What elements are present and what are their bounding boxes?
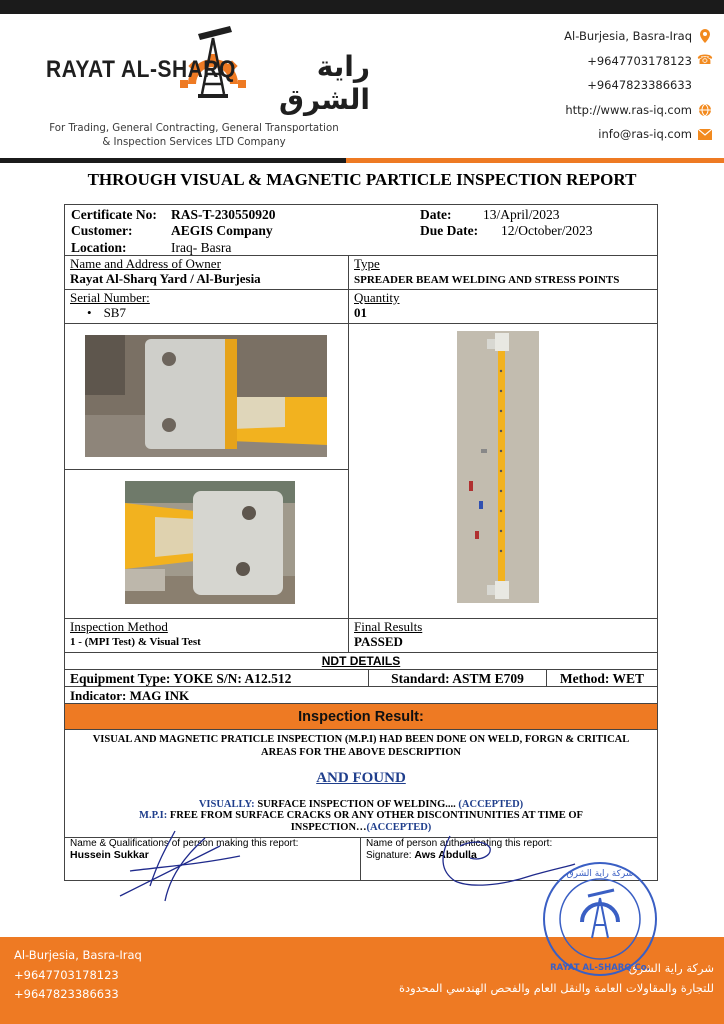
inspector-label: Name & Qualifications of person making this report: — [70, 838, 299, 849]
contact-phone-1[interactable]: +9647703178123 — [587, 53, 692, 68]
contact-website[interactable]: http://www.ras-iq.com — [565, 102, 692, 117]
top-bar — [0, 0, 724, 14]
equipment-row — [65, 670, 657, 687]
due-date-value: 12/October/2023 — [501, 223, 593, 238]
type-label: Type — [354, 256, 380, 271]
tagline-line-1: For Trading, General Contracting, General Transportation — [49, 123, 339, 134]
result-statement: VISUAL AND MAGNETIC PRATICLE INSPECTION (M.P.I) HAD BEEN DONE ON WELD, FORGN & CRITICAL AREAS FOR THE ABOVE DESCRIPTION — [92, 734, 630, 758]
company-logo — [40, 22, 370, 152]
contact-address: Al-Burjesia, Basra-Iraq — [564, 29, 692, 44]
brand-name-ar: راية الشرق — [278, 50, 370, 116]
method-label: Inspection Method — [70, 619, 168, 634]
customer-label: Customer: — [71, 223, 133, 238]
weld-photo-2 — [125, 481, 295, 604]
equipment-type: Equipment Type: YOKE S/N: A12.512 — [65, 670, 369, 686]
footer-phone-2[interactable]: +9647823386633 — [14, 987, 119, 1001]
and-found-heading: AND FOUND — [316, 770, 406, 786]
method-wet: Method: WET — [559, 671, 645, 686]
header-divider-dark — [0, 158, 346, 163]
authenticator-label: Name of person authenticating this report: — [366, 838, 553, 849]
final-results-value: PASSED — [354, 634, 403, 649]
footer-company-ar: شركة راية الشرق — [628, 961, 714, 975]
certificate-info — [65, 205, 657, 256]
header-divider-orange — [346, 158, 724, 163]
report-table — [64, 204, 658, 881]
inspector-name: Hussein Sukkar — [70, 849, 149, 861]
due-date-label: Due Date: — [420, 223, 479, 238]
footer-address: Al-Burjesia, Basra-Iraq — [14, 948, 142, 962]
method-result-row — [65, 619, 657, 653]
mpi-accepted: (ACCEPTED) — [366, 822, 432, 833]
footer-phone-1[interactable]: +9647703178123 — [14, 967, 119, 982]
stamp-en-text: RAYAT AL-SHARQ Co. — [550, 963, 650, 973]
certificate-value: RAS-T-230550920 — [171, 207, 276, 222]
authenticator-name: Aws Abdulla — [414, 849, 477, 861]
indicator: Indicator: MAG INK — [65, 687, 657, 704]
date-label: Date: — [420, 207, 452, 222]
location-label: Location: — [71, 240, 127, 255]
inspection-result-title: Inspection Result: — [65, 704, 657, 730]
spreader-beam-photo — [457, 331, 539, 603]
inspection-result-body — [65, 730, 657, 838]
visually-label: VISUALLY: — [198, 799, 255, 810]
visually-text: SURFACE INSPECTION OF WELDING.... — [254, 799, 459, 810]
owner-label: Name and Address of Owner — [70, 256, 221, 271]
location-pin-icon — [698, 29, 712, 43]
phone-icon: ☎ — [696, 53, 714, 69]
final-results-label: Final Results — [354, 619, 423, 634]
stamp-ar-text: شركة راية الشرق — [566, 869, 634, 879]
report-title: THROUGH VISUAL & MAGNETIC PARTICLE INSPECTION REPORT — [87, 170, 637, 189]
date-value: 13/April/2023 — [483, 207, 560, 222]
inspector-signature — [110, 826, 250, 906]
globe-icon — [698, 103, 712, 117]
brand-name-en: RAYAT AL-SHARQ — [46, 56, 236, 83]
photos-row — [65, 324, 657, 619]
mpi-label: M.P.I: — [139, 810, 168, 821]
visually-accepted: (ACCEPTED) — [458, 799, 524, 810]
weld-photo-1 — [85, 335, 327, 457]
footer-activities-ar: للتجارة والمقاولات العامة والنقل العام والفحص الهندسي المحدودة — [398, 981, 714, 995]
company-stamp — [540, 860, 660, 978]
serial-label: Serial Number: — [70, 290, 150, 305]
owner-type-row — [65, 256, 657, 290]
serial-value: • SB7 — [65, 305, 348, 321]
standard: Standard: ASTM E709 — [369, 670, 547, 686]
tagline-line-2: & Inspection Services LTD Company — [102, 137, 286, 148]
header-contact — [564, 24, 712, 147]
company-tagline — [44, 122, 344, 150]
quantity-value: 01 — [354, 305, 367, 320]
ndt-details-title: NDT DETAILS — [65, 653, 657, 670]
phone-icon — [698, 78, 712, 92]
mail-icon — [698, 127, 712, 141]
customer-value: AEGIS Company — [171, 223, 273, 238]
mpi-text: FREE FROM SURFACE CRACKS OR ANY OTHER DISCONTINUNITIES AT TIME OF INSPECTION… — [167, 810, 583, 833]
contact-phone-2[interactable]: +9647823386633 — [587, 78, 692, 93]
serial-quantity-row — [65, 290, 657, 324]
method-value: 1 - (MPI Test) & Visual Test — [70, 636, 201, 648]
quantity-label: Quantity — [354, 290, 400, 305]
contact-email[interactable]: info@ras-iq.com — [598, 127, 692, 142]
authenticator-prefix: Signature: — [366, 850, 415, 861]
certificate-label: Certificate No: — [71, 207, 157, 222]
owner-value: Rayat Al-Sharq Yard / Al-Burjesia — [70, 271, 261, 286]
type-value: SPREADER BEAM WELDING AND STRESS POINTS — [354, 274, 620, 286]
visual-finding — [65, 799, 657, 810]
location-value: Iraq- Basra — [171, 240, 232, 255]
